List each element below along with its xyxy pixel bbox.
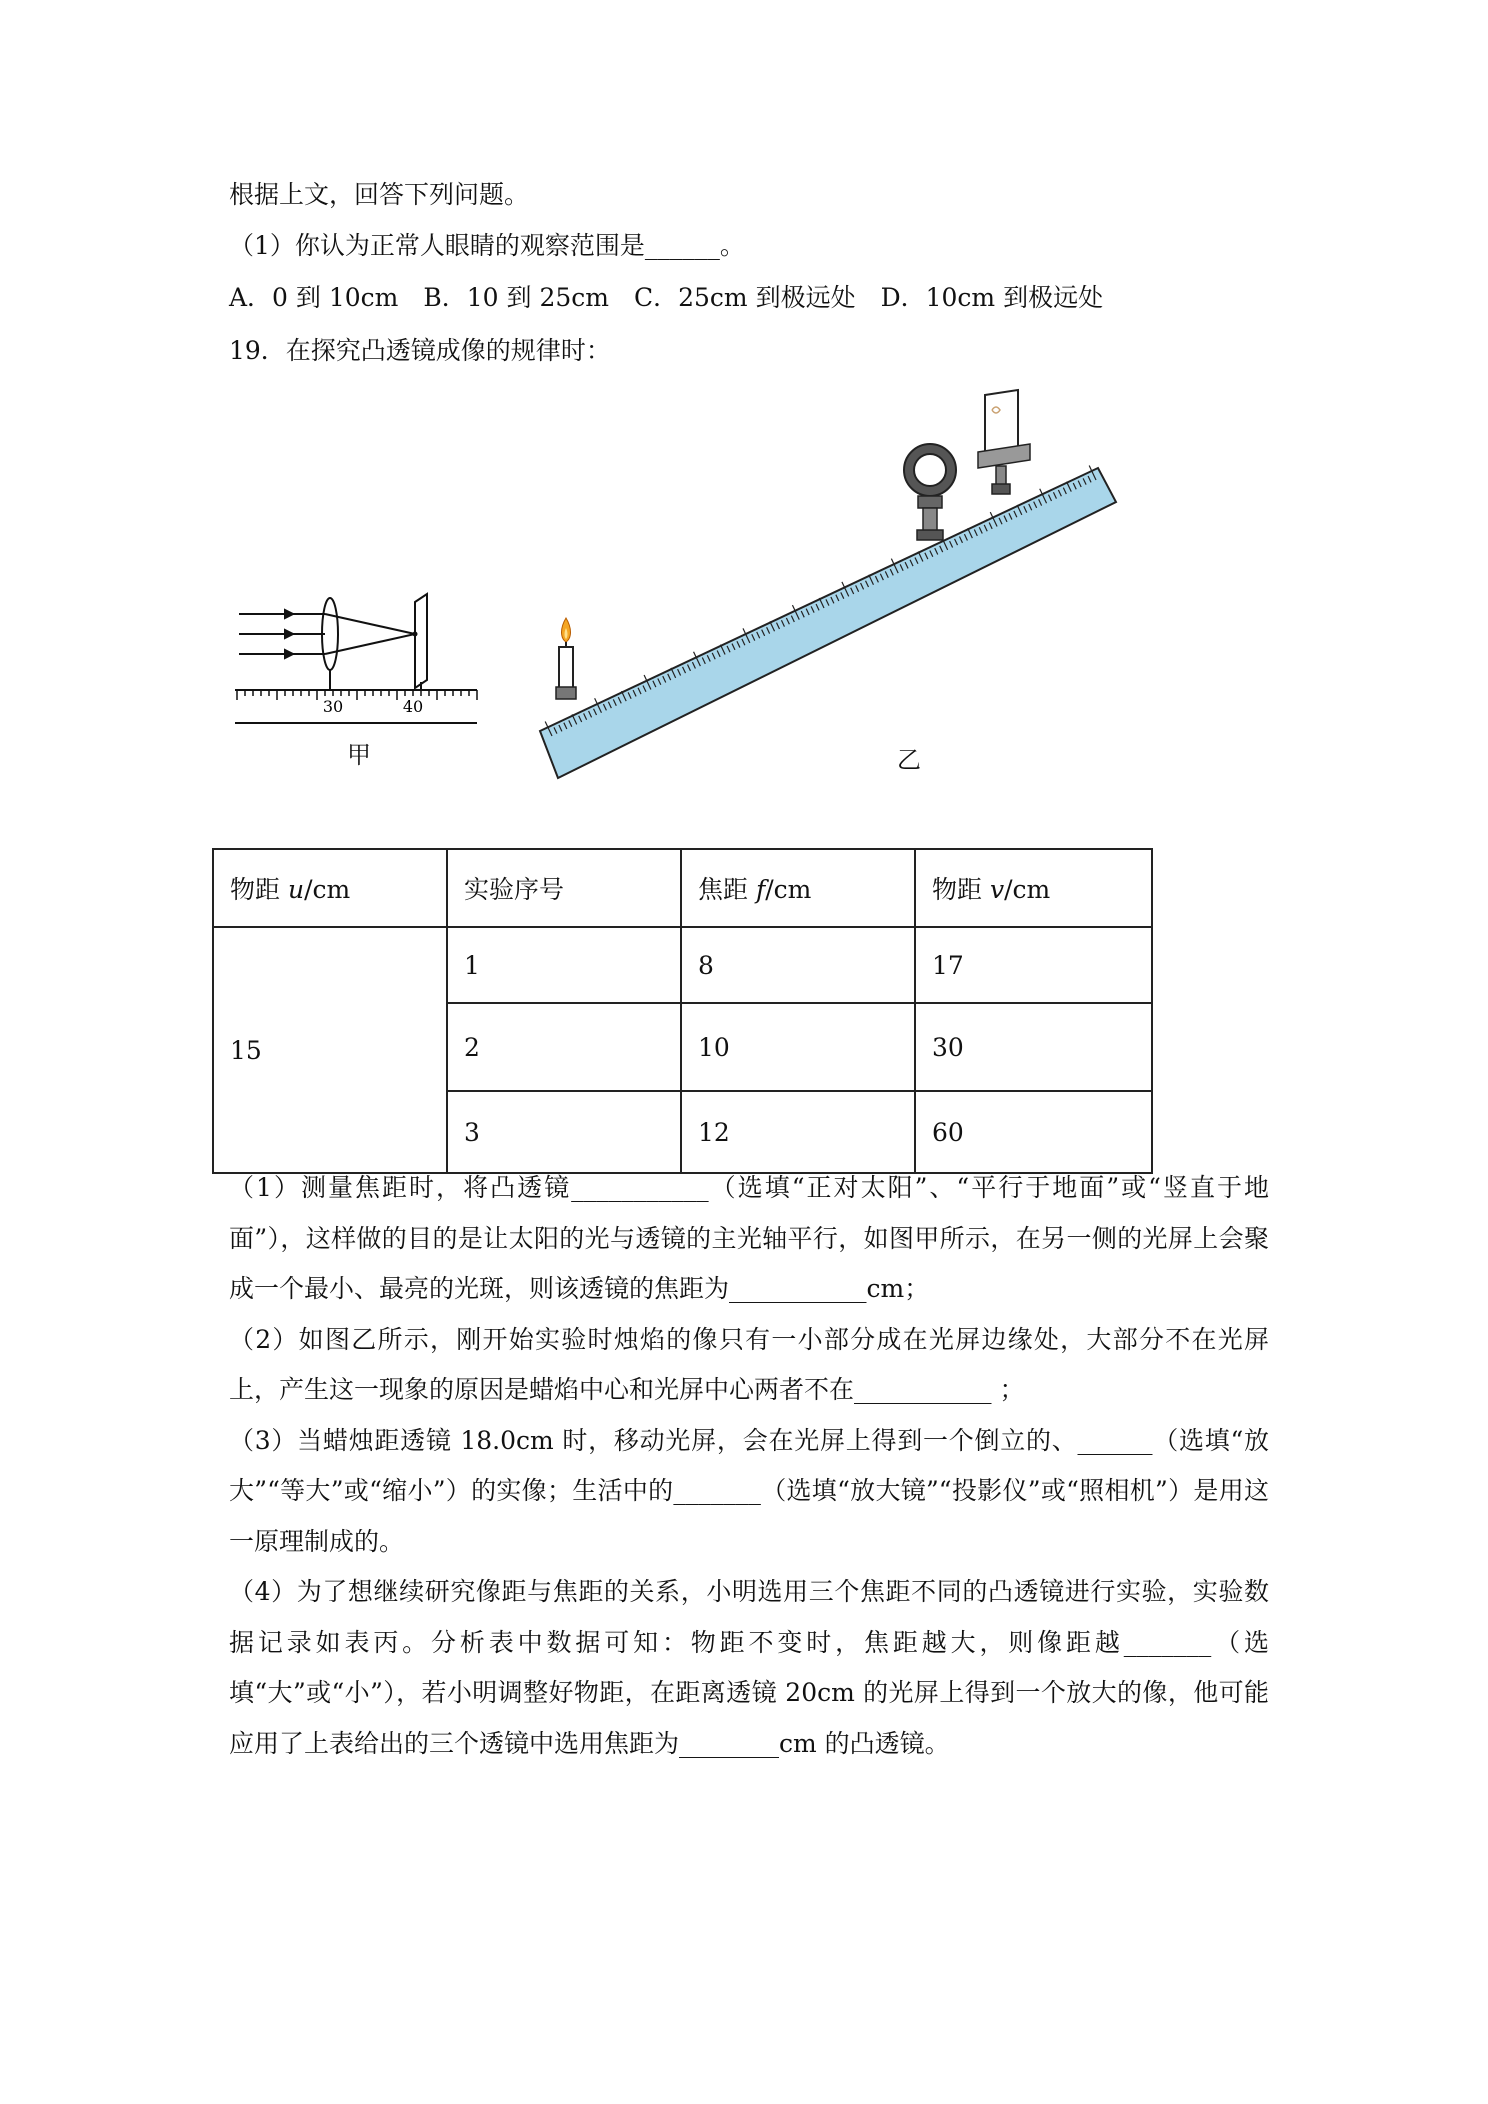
screen [415,594,427,688]
image-distance-cell: 60 [915,1091,1152,1173]
questions [229,1163,1269,1769]
q19-title: 19．在探究凸透镜成像的规律时： [229,336,611,365]
focal-cell: 8 [681,927,915,1003]
image-distance-cell: 30 [915,1003,1152,1091]
table-row [213,927,1152,1003]
table-header-row [213,849,1152,927]
question-2: （2）如图乙所示，刚开始实验时烛焰的像只有一小部分成在光屏边缘处，大部分不在光屏上，产生这一现象的原因是蜡焰中心和光屏中心两者不在___________ ； [229,1324,1269,1404]
focal-cell: 10 [681,1003,915,1091]
header-focal-length: 焦距 f/cm [681,849,915,927]
arrow-3 [285,650,293,658]
focus-point [413,632,418,637]
intro-text: 根据上文，回答下列问题。 [229,180,530,209]
arrow-2 [285,630,293,638]
trial-no-cell: 2 [447,1003,681,1091]
arrow-1 [285,610,293,618]
header-image-distance: 物距 v/cm [915,849,1152,927]
trial-no-cell: 1 [447,927,681,1003]
candle [556,618,576,699]
header-trial-number: 实验序号 [447,849,681,927]
light-screen [978,390,1030,494]
trial-no-cell: 3 [447,1091,681,1173]
figure-yi-caption: 乙 [897,746,921,774]
header-object-distance: 物距 u/cm [213,849,447,927]
data-table [212,848,1153,1174]
ruler [540,468,1116,778]
q18-part1: （1）你认为正常人眼睛的观察范围是______。 [229,231,745,260]
tick-label-30: 30 [322,697,344,716]
figure-jia-caption: 甲 [347,741,371,769]
question-4: （4）为了想继续研究像距与焦距的关系，小明选用三个焦距不同的凸透镜进行实验，实验数据记录如表丙。分析表中数据可知：物距不变时，焦距越大，则像距越_______（选填“大”或“小”），若小明调整好物距，在距离透镜 20cm 的光屏上得到一个放大的像，他可能应用了上表给出的三个透镜中选用焦距为________cm 的凸透镜。 [229,1577,1269,1758]
q18-options: A．0 到 10cm B．10 到 25cm C．25cm 到极远处 D．10cm 到极远处 [229,283,1104,312]
object-distance-cell: 15 [213,927,447,1173]
tick-label-40: 40 [402,697,424,716]
question-3: （3）当蜡烛距透镜 18.0cm 时，移动光屏，会在光屏上得到一个倒立的、______（选填“放大”“等大”或“缩小”）的实像；生活中的_______（选填“放大镜”“投影仪”或“照相机”）是用这一原理制成的。 [229,1425,1269,1556]
focal-cell: 12 [681,1091,915,1173]
question-1: （1）测量焦距时，将凸透镜___________（选填“正对太阳”、“平行于地面”或“竖直于地面”），这样做的目的是让太阳的光与透镜的主光轴平行，如图甲所示，在另一侧的光屏上会聚成一个最小、最亮的光斑，则该透镜的焦距为___________cm； [229,1173,1269,1303]
image-distance-cell: 17 [915,927,1152,1003]
figure-yi [530,380,1130,790]
figure-jia [225,590,485,730]
lens-holder [904,444,956,540]
